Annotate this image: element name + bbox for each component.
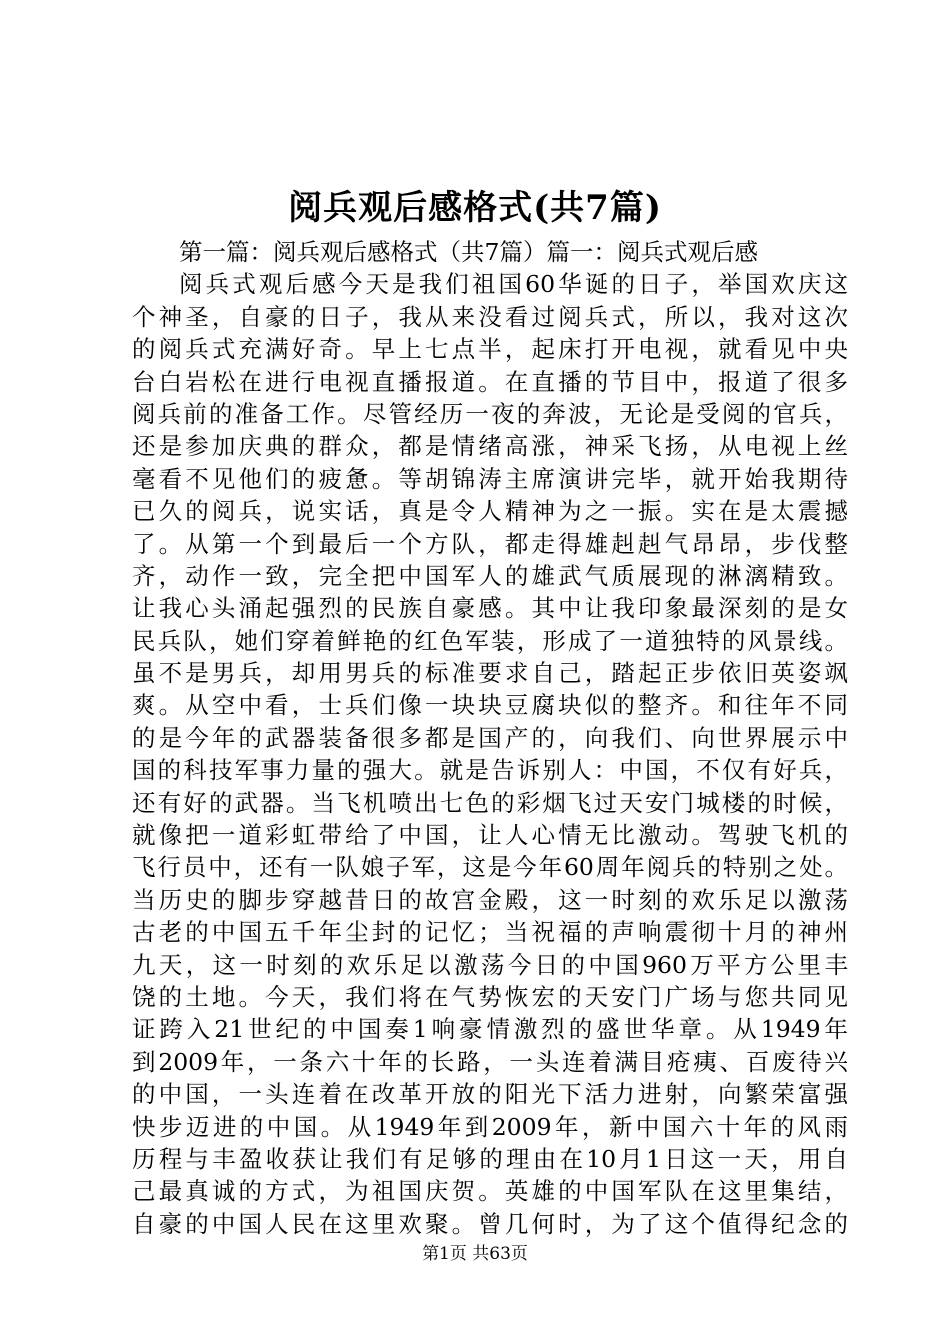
text-line: 民兵队，她们穿着鲜艳的红色军装，形成了一道独特的风景线。 bbox=[132, 626, 848, 655]
text-line: 就像把一道彩虹带给了中国，让人心情无比激动。驾驶飞机的 bbox=[132, 821, 848, 850]
text-line: 历程与丰盈收获让我们有足够的理由在10月1日这一天，用自 bbox=[132, 1144, 848, 1173]
text-line: 的阅兵式充满好奇。早上七点半，起床打开电视，就看见中央 bbox=[132, 335, 848, 364]
text-line: 九天，这一时刻的欢乐足以激荡今日的中国960万平方公里丰 bbox=[132, 950, 848, 979]
text-line: 还是参加庆典的群众，都是情绪高涨，神采飞扬，从电视上丝 bbox=[132, 432, 848, 461]
text-line: 还有好的武器。当飞机喷出七色的彩烟飞过天安门城楼的时候， bbox=[132, 788, 848, 817]
text-line: 阅兵式观后感今天是我们祖国60华诞的日子，举国欢庆这 bbox=[179, 270, 848, 299]
text-line: 国的科技军事力量的强大。就是告诉别人：中国，不仅有好兵， bbox=[132, 756, 848, 785]
text-line: 到2009年，一条六十年的长路，一头连着满目疮痍、百废待兴 bbox=[132, 1047, 848, 1076]
document-title: 阅兵观后感格式(共7篇) bbox=[288, 188, 662, 228]
text-line: 己最真诚的方式，为祖国庆贺。英雄的中国军队在这里集结， bbox=[132, 1177, 848, 1206]
text-line: 了。从第一个到最后一个方队，都走得雄赳赳气昂昂，步伐整 bbox=[132, 529, 848, 558]
text-line: 的中国，一头连着在改革开放的阳光下活力进射，向繁荣富强 bbox=[132, 1080, 848, 1109]
text-line: 让我心头涌起强烈的民族自豪感。其中让我印象最深刻的是女 bbox=[132, 594, 848, 623]
text-line: 第一篇：阅兵观后感格式（共7篇）篇一：阅兵式观后感 bbox=[179, 238, 758, 266]
text-line: 证跨入21世纪的中国奏1响豪情激烈的盛世华章。从1949年 bbox=[132, 1015, 848, 1044]
text-line: 古老的中国五千年尘封的记忆；当祝福的声响震彻十月的神州 bbox=[132, 918, 848, 947]
text-line: 虽不是男兵，却用男兵的标准要求自己，踏起正步依旧英姿飒 bbox=[132, 659, 848, 688]
text-line: 当历史的脚步穿越昔日的故宫金殿，这一时刻的欢乐足以激荡 bbox=[132, 885, 848, 914]
page-footer: 第1页 共63页 bbox=[422, 1244, 528, 1264]
text-line: 快步迈进的中国。从1949年到2009年，新中国六十年的风雨 bbox=[132, 1112, 848, 1141]
text-line: 爽。从空中看，士兵们像一块块豆腐块似的整齐。和往年不同 bbox=[132, 691, 848, 720]
text-line: 阅兵前的准备工作。尽管经历一夜的奔波，无论是受阅的官兵， bbox=[132, 399, 848, 428]
text-line: 台白岩松在进行电视直播报道。在直播的节目中，报道了很多 bbox=[132, 367, 848, 396]
text-line: 饶的土地。今天，我们将在气势恢宏的天安门广场与您共同见 bbox=[132, 982, 848, 1011]
text-line: 自豪的中国人民在这里欢聚。曾几何时，为了这个值得纪念的 bbox=[132, 1209, 848, 1238]
document-body bbox=[132, 236, 848, 1240]
text-line: 齐，动作一致，完全把中国军人的雄武气质展现的淋漓精致。 bbox=[132, 561, 848, 590]
text-line: 个神圣，自豪的日子，我从来没看过阅兵式，所以，我对这次 bbox=[132, 302, 848, 331]
text-line: 的是今年的武器装备很多都是国产的，向我们、向世界展示中 bbox=[132, 723, 848, 752]
text-line: 毫看不见他们的疲惫。等胡锦涛主席演讲完毕，就开始我期待 bbox=[132, 464, 848, 493]
text-line: 飞行员中，还有一队娘子军，这是今年60周年阅兵的特别之处。 bbox=[132, 853, 848, 882]
text-line: 已久的阅兵，说实话，真是令人精神为之一振。实在是太震撼 bbox=[132, 497, 848, 526]
